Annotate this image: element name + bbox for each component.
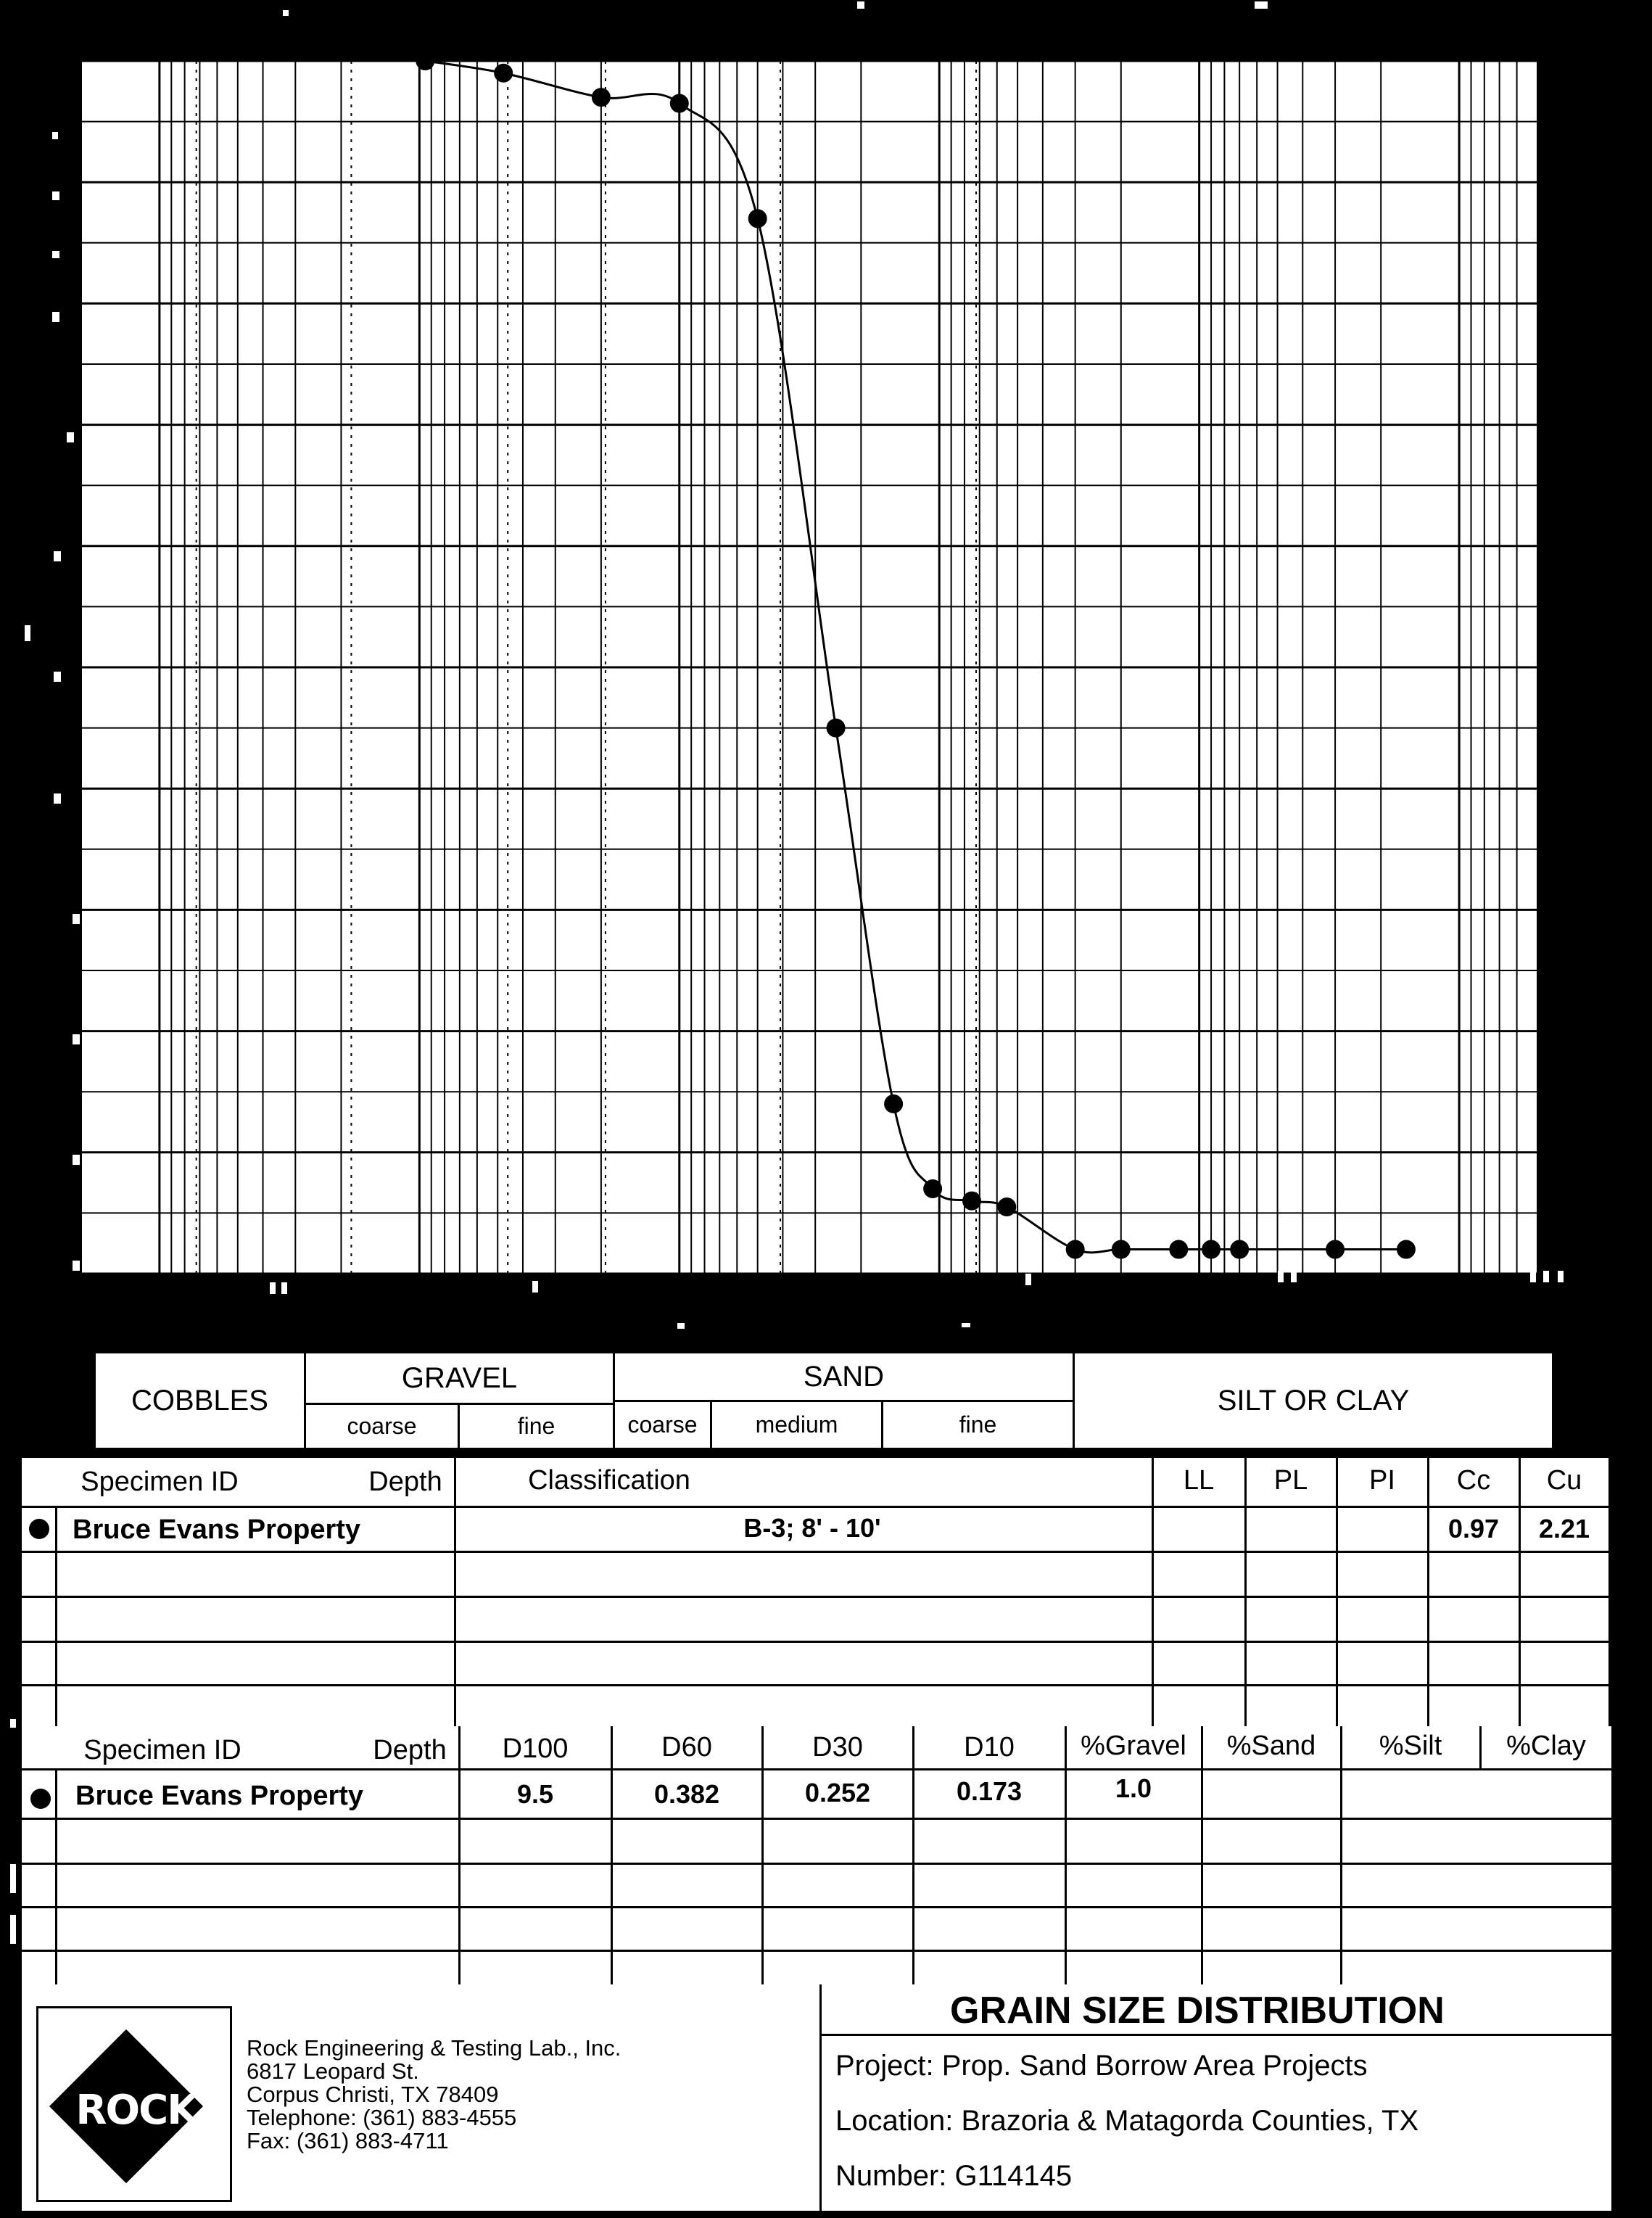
company-street: 6817 Leopard St. bbox=[247, 2058, 419, 2084]
scan-speck bbox=[1530, 1271, 1536, 1282]
t1-header-ll: LL bbox=[1183, 1464, 1215, 1496]
scan-speck bbox=[52, 251, 59, 258]
data-point bbox=[748, 209, 767, 228]
horizontal-gridlines bbox=[81, 61, 1537, 1274]
logo-text: ROCK bbox=[75, 2087, 197, 2134]
soil-classification-bar bbox=[96, 1353, 1552, 1448]
t2-header-gravel: %Gravel bbox=[1081, 1730, 1186, 1761]
sand-medium-label: medium bbox=[755, 1411, 838, 1438]
data-point bbox=[1397, 1240, 1416, 1259]
company-telephone: Telephone: (361) 883-4555 bbox=[247, 2105, 517, 2130]
scan-speck bbox=[54, 551, 61, 561]
data-point bbox=[1230, 1240, 1249, 1259]
t1-header-cu: Cu bbox=[1546, 1464, 1582, 1496]
scan-speck bbox=[283, 10, 289, 16]
cobbles-cell bbox=[96, 1353, 306, 1448]
scan-speck bbox=[73, 914, 80, 924]
t1-row1-cc: 0.97 bbox=[1447, 1514, 1500, 1543]
company-city: Corpus Christi, TX 78409 bbox=[247, 2082, 499, 2107]
scan-speck bbox=[281, 1282, 287, 1294]
data-point bbox=[1169, 1240, 1188, 1259]
t1-header-cc: Cc bbox=[1456, 1464, 1491, 1496]
project-line: Project: Prop. Sand Borrow Area Projects bbox=[835, 2050, 1368, 2082]
company-name: Rock Engineering & Testing Lab., Inc. bbox=[247, 2035, 621, 2061]
scan-speck bbox=[10, 1915, 16, 1944]
data-point bbox=[884, 1094, 903, 1113]
scan-speck bbox=[73, 1155, 80, 1165]
sand-fine-cell bbox=[883, 1400, 1075, 1448]
data-point bbox=[592, 88, 611, 107]
t1-row1-specimen: Bruce Evans Property bbox=[73, 1514, 361, 1545]
scan-speck bbox=[270, 1282, 276, 1294]
scan-speck bbox=[1291, 1271, 1297, 1282]
gravel-label: GRAVEL bbox=[401, 1361, 518, 1394]
scan-speck bbox=[52, 191, 59, 200]
scan-speck bbox=[857, 1, 864, 9]
sand-header bbox=[615, 1353, 1075, 1400]
t2-header-d30: D30 bbox=[812, 1731, 863, 1763]
location-line: Location: Brazoria & Matagorda Counties, TX bbox=[835, 2105, 1419, 2137]
series-marker-icon bbox=[29, 1519, 49, 1539]
t2-header-d100: D100 bbox=[502, 1733, 569, 1764]
scan-speck bbox=[52, 312, 59, 322]
t1-header-pl: PL bbox=[1273, 1464, 1308, 1496]
silt-clay-cell bbox=[1075, 1353, 1552, 1448]
gravel-coarse-label: coarse bbox=[347, 1413, 417, 1439]
data-point bbox=[1066, 1240, 1085, 1259]
company-logo bbox=[36, 2006, 232, 2202]
scan-speck bbox=[73, 1261, 80, 1271]
sand-medium-cell bbox=[712, 1400, 883, 1448]
t1-header-classification: Classification bbox=[528, 1464, 690, 1496]
data-point bbox=[494, 64, 513, 83]
scan-speck bbox=[10, 1719, 16, 1728]
scan-speck bbox=[54, 672, 61, 682]
t2-row1-specimen: Bruce Evans Property bbox=[75, 1780, 364, 1811]
t2-header-clay: %Clay bbox=[1506, 1730, 1586, 1761]
data-point bbox=[962, 1192, 981, 1211]
sand-coarse-cell bbox=[615, 1400, 712, 1448]
sand-label: SAND bbox=[803, 1360, 885, 1393]
scan-speck bbox=[1278, 1271, 1284, 1282]
t1-header-pi: PI bbox=[1369, 1464, 1395, 1496]
data-point bbox=[1112, 1240, 1131, 1259]
data-point bbox=[997, 1197, 1016, 1216]
number-line: Number: G114145 bbox=[835, 2160, 1073, 2192]
scan-speck bbox=[10, 1864, 16, 1893]
data-point bbox=[1202, 1240, 1221, 1259]
scan-speck bbox=[1255, 1, 1268, 9]
t2-row1-d100: 9.5 bbox=[516, 1779, 554, 1809]
scan-speck bbox=[52, 132, 58, 139]
gravel-coarse-cell bbox=[306, 1403, 460, 1448]
scan-speck bbox=[677, 1323, 685, 1329]
gravel-header bbox=[306, 1353, 615, 1403]
t1-header-specimen: Specimen ID bbox=[80, 1466, 239, 1497]
data-point bbox=[827, 719, 846, 738]
t2-header-d10: D10 bbox=[964, 1731, 1015, 1763]
grain-size-table bbox=[22, 1726, 1611, 1984]
t1-row1-classification: B-3; 8' - 10' bbox=[743, 1513, 881, 1543]
data-point bbox=[670, 94, 689, 113]
company-fax: Fax: (361) 883-4711 bbox=[247, 2128, 449, 2153]
series-marker-icon bbox=[30, 1789, 51, 1809]
t2-header-sand: %Sand bbox=[1226, 1730, 1316, 1761]
t2-row1-d60: 0.382 bbox=[653, 1779, 720, 1809]
scan-speck bbox=[532, 1281, 538, 1293]
t2-header-silt: %Silt bbox=[1379, 1730, 1442, 1761]
scan-speck bbox=[1543, 1271, 1549, 1282]
t1-row1-cu: 2.21 bbox=[1538, 1514, 1590, 1543]
data-point bbox=[923, 1179, 942, 1198]
silt-clay-label: SILT OR CLAY bbox=[1217, 1384, 1410, 1417]
scan-speck bbox=[962, 1323, 970, 1327]
scan-speck bbox=[25, 625, 30, 641]
t2-header-d60: D60 bbox=[661, 1731, 712, 1763]
sand-coarse-label: coarse bbox=[627, 1411, 698, 1438]
t2-row1-d30: 0.252 bbox=[804, 1778, 871, 1807]
classification-table bbox=[22, 1458, 1608, 1732]
t2-row1-d10: 0.173 bbox=[956, 1776, 1023, 1806]
t1-header-depth: Depth bbox=[368, 1466, 442, 1497]
report-title: GRAIN SIZE DISTRIBUTION bbox=[950, 1990, 1445, 2032]
t2-header-specimen: Specimen ID bbox=[83, 1734, 241, 1765]
t2-row1-gravel: 1.0 bbox=[1115, 1773, 1152, 1803]
data-point bbox=[1326, 1240, 1345, 1259]
data-point bbox=[416, 51, 434, 70]
t2-header-depth: Depth bbox=[373, 1734, 447, 1765]
scan-speck bbox=[54, 793, 61, 804]
gravel-fine-label: fine bbox=[517, 1413, 556, 1439]
scan-speck bbox=[1025, 1274, 1031, 1285]
scan-speck bbox=[73, 1034, 80, 1044]
cobbles-label: COBBLES bbox=[131, 1384, 268, 1417]
sand-fine-label: fine bbox=[959, 1411, 997, 1438]
gravel-fine-cell bbox=[460, 1403, 615, 1448]
scan-speck bbox=[1558, 1271, 1564, 1282]
scan-speck bbox=[67, 432, 74, 442]
